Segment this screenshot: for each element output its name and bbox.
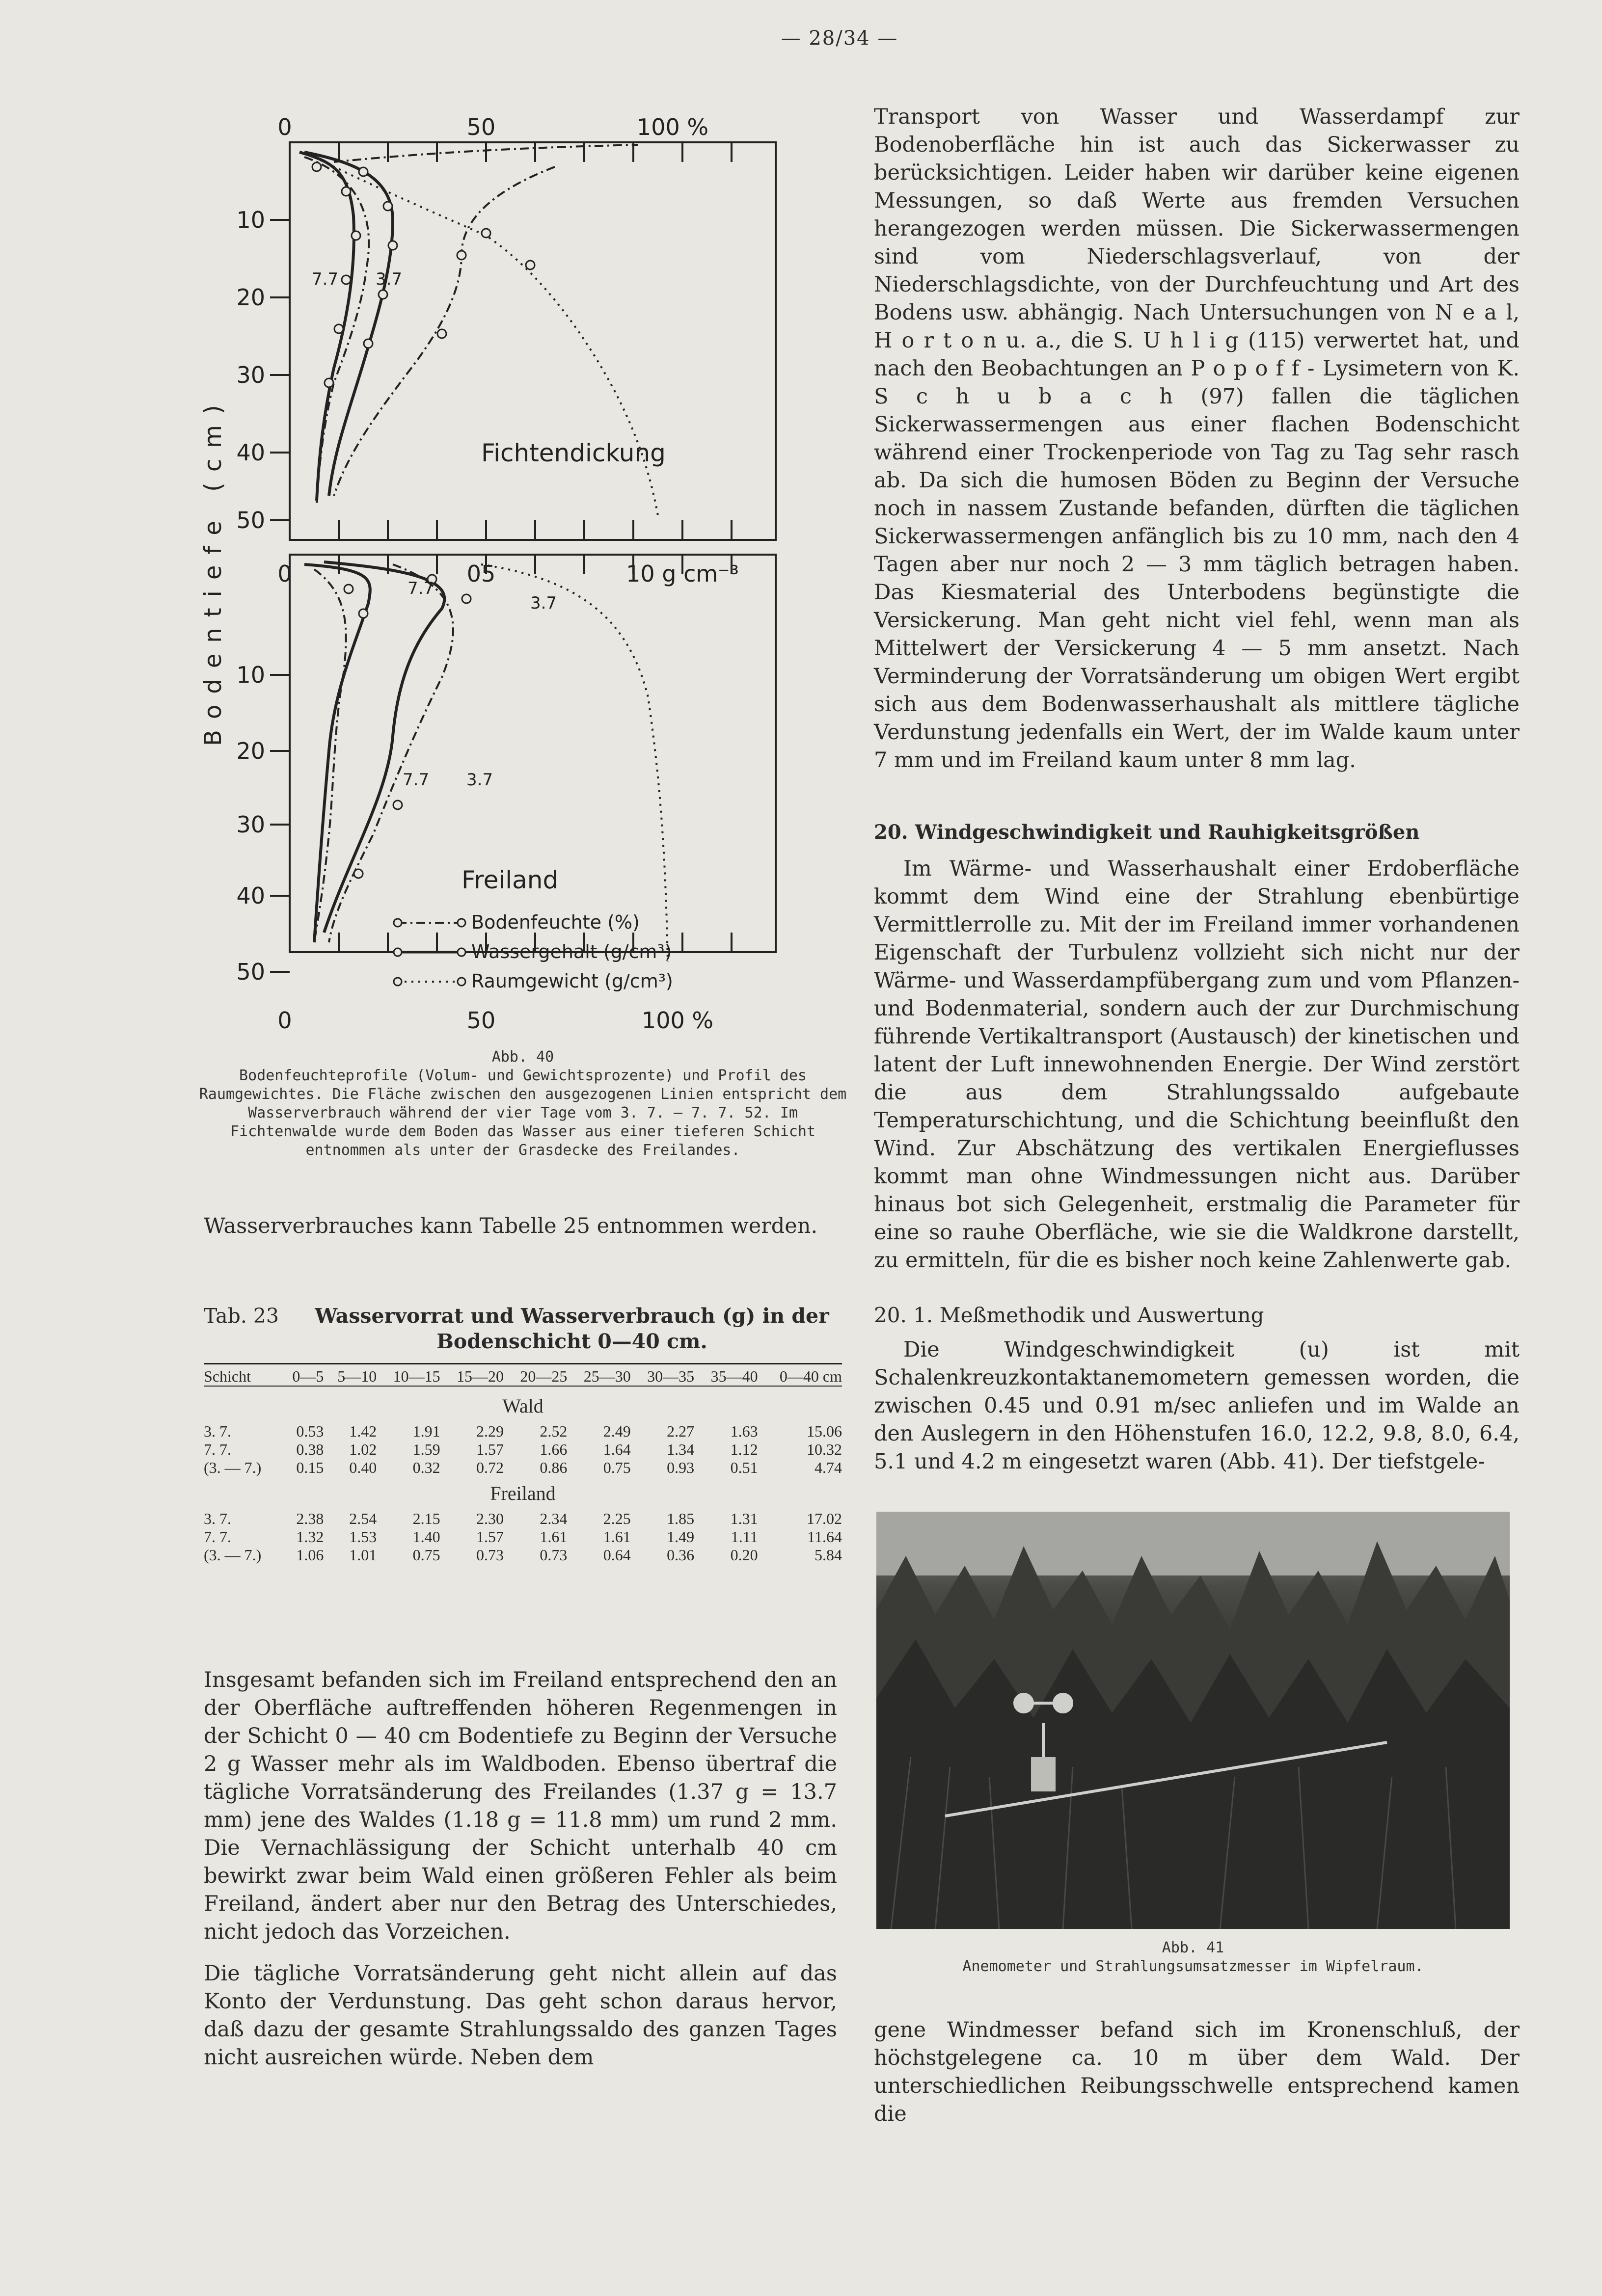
table-23-heading (204, 1303, 842, 1354)
cell: 0.53 (296, 1422, 324, 1440)
lower-label-3-7b: 3.7 (466, 770, 493, 790)
cell: 7. 7. (204, 1528, 231, 1546)
cell: 15.06 (807, 1422, 842, 1440)
cell: 2.52 (540, 1422, 568, 1440)
upper-label-7-7: 7.7 (312, 269, 339, 289)
cell: 0.86 (540, 1459, 568, 1476)
col-header: Schicht (204, 1367, 251, 1385)
lower-label-3-7: 3.7 (530, 593, 557, 613)
col-header: 30—35 (647, 1367, 695, 1385)
figure-40-soil-moisture-profiles (187, 108, 844, 1041)
cell: 2.30 (476, 1510, 504, 1527)
cell: 0.36 (667, 1546, 695, 1564)
table-23-grid (204, 1367, 842, 1564)
table-23-label: Tab. 23 (204, 1304, 279, 1328)
cell: 0.72 (476, 1459, 504, 1476)
page-number: — 28/34 — (781, 27, 898, 50)
cell: 2.54 (349, 1510, 377, 1527)
cell: 2.29 (476, 1422, 504, 1440)
lower-label-7-7: 7.7 (407, 579, 434, 598)
cell: 2.49 (603, 1422, 631, 1440)
table-23-header-row (204, 1367, 842, 1386)
col-header: 25—30 (583, 1367, 631, 1385)
cell: 3. 7. (204, 1510, 231, 1527)
legend-moisture: Bodenfeuchte (%) (471, 911, 640, 933)
upper-label-3-7: 3.7 (376, 269, 403, 289)
upper-depth-20: 20 (236, 284, 265, 311)
cell: 1.42 (349, 1422, 377, 1440)
upper-panel-title: Fichtendickung (481, 439, 666, 467)
cell: 2.25 (603, 1510, 631, 1527)
cell: 2.15 (412, 1510, 440, 1527)
cell: 1.85 (667, 1510, 695, 1527)
table-row (204, 1510, 842, 1528)
cell: 1.61 (540, 1528, 568, 1546)
section-heading: 20. Windgeschwindigkeit und Rauhigkeitsgrößen (874, 821, 1420, 844)
figure-40-caption-title: Abb. 40 (491, 1048, 554, 1066)
cell: 0.75 (603, 1459, 631, 1476)
figure-40-caption (196, 1048, 849, 1160)
cell: 1.57 (476, 1528, 504, 1546)
cell: 1.02 (349, 1441, 377, 1458)
upper-water-content-7-7 (299, 152, 354, 501)
top-axis-tick-50: 50 (466, 114, 496, 140)
left-column-upper (204, 1212, 837, 1240)
subsection-heading: 20. 1. Meßmethodik und Auswertung (874, 1303, 1264, 1327)
right-para-1: Transport von Wasser und Wasserdampf zur Bodenoberfläche hin ist auch das Sickerwasser zu berücksichtigen. Leider haben wir darüber keine eigenen Messungen, so daß Werte aus fremden Versuchen herangezogen werden müssen. Die Sickerwassermengen sind vom Niederschlagsverlauf, von der Niederschlagsdichte, von der Durchfeuchtung und Art des Bodens usw. abhängig. Nach Untersuchungen von N e a l, H o r t o n u. a., die S. U h l i g (115) verwertet hat, und nach den Beobachtungen an P o p o f f - Lysimetern von K. S c h u b a c h (97) fallen die täglichen Sickerwassermengen aus einer flachen Bodenschicht während einer Trockenperiode von Tag zu Tag sehr rasch ab. Da sich die humosen Böden zu Beginn der Versuche noch in nassem Zustande befanden, dürften die täglichen Sickerwassermengen anfänglich bis zu 10 mm, nach den 4 Tagen aber nur noch 2 — 3 mm täglich betragen haben. Das Kiesmaterial des Unterbodens begünstigte die Versickerung. Man geht nicht viel fehl, wenn man als Mittelwert der Versickerung 4 — 5 mm ansetzt. Nach Verminderung der Vorratsänderung um obigen Wert ergibt sich aus dem Bodenwasserhaushalt als mittlere tägliche Verdunstung jedenfalls ein Wert, der im Walde kaum unter 7 mm und im Freiland kaum unter 8 mm lag. (874, 105, 1520, 773)
cell: 0.64 (603, 1546, 631, 1564)
cell: 0.73 (540, 1546, 568, 1564)
cell: 2.34 (540, 1510, 568, 1527)
left-para-1: Wasserverbrauches kann Tabelle 25 entnommen werden. (204, 1214, 818, 1238)
figure-41-photo (876, 1512, 1510, 1929)
legend (394, 911, 673, 992)
right-column-bottom (874, 2016, 1520, 2128)
cell: 1.32 (296, 1528, 324, 1546)
right-para-3: Die Windgeschwindigkeit (u) ist mit Schalenkreuzkontaktanemometern gemessen worden, die zwischen 0.45 und 0.91 m/sec anliefen und im Walde an den Auslegern in den Höhenstufen 16.0, 12.2, 9.8, 8.0, 6.4, 5.1 und 4.2 m eingesetzt waren (Abb. 41). Der tiefstgele- (874, 1337, 1520, 1474)
cell: 7. 7. (204, 1441, 231, 1458)
figure-41-caption-title: Abb. 41 (1162, 1939, 1224, 1956)
right-para-4: gene Windmesser befand sich im Kronenschluß, der höchstgelegene ca. 10 m über dem Wald. Der unterschiedlichen Reibungsschwelle entsprechend kamen die (874, 2018, 1520, 2126)
cell: (3. — 7.) (204, 1459, 262, 1476)
right-column-mid (874, 855, 1520, 1275)
lower-panel-title: Freiland (462, 866, 559, 894)
cell: 1.63 (730, 1422, 758, 1440)
table-23 (204, 1303, 842, 1564)
upper-depth-30: 30 (236, 362, 265, 388)
cell: 1.12 (730, 1441, 758, 1458)
cell: 0.51 (730, 1459, 758, 1476)
lower-depth-10: 10 (236, 662, 265, 688)
lower-depth-20: 20 (236, 738, 265, 764)
col-header: 35—40 (710, 1367, 758, 1385)
cell: 11.64 (807, 1528, 842, 1546)
left-para-2: Insgesamt befanden sich im Freiland entsprechend den an der Oberfläche auftreffenden höheren Regenmengen in der Schicht 0 — 40 cm Bodentiefe zu Beginn der Versuche 2 g Wasser mehr als im Waldboden. Ebenso übertraf die tägliche Vorratsänderung des Freilandes (1.37 g = 13.7 mm) jene des Waldes (1.18 g = 11.8 mm) um rund 2 mm. Die Vernachlässigung der Schicht unterhalb 40 cm bewirkt zwar beim Wald einen größeren Fehler als beim Freiland, ändert aber nur den Betrag des Unterschiedes, nicht jedoch das Vorzeichen. (204, 1668, 837, 1944)
upper-water-content-3-7 (304, 152, 393, 496)
upper-panel-frame (290, 142, 776, 540)
cell: 5.84 (815, 1546, 842, 1564)
cell: 0.75 (412, 1546, 440, 1564)
y-axis-label: Bodentiefe (cm) (199, 394, 227, 746)
cell: 1.34 (667, 1441, 695, 1458)
legend-water-content: Wassergehalt (g/cm³) (471, 941, 672, 962)
table-row (204, 1422, 842, 1441)
right-para-2: Im Wärme- und Wasserhaushalt einer Erdoberfläche kommt dem Wind eine der Strahlung ebenbürtige Vermittlerrolle zu. Mit der im Freiland immer vorhandenen Eigenschaft der Turbulenz vollzieht sich nicht nur der Wärme- und Wasserdampfübergang zum und vom Pflanzen- und Bodenmaterial, sondern auch der zur Durchmischung führende Vertikaltransport (Austausch) der kinetischen und latent der Luft innewohnenden Energie. Der Wind zerstört die aus dem Strahlungssaldo aufgebaute Temperaturschichtung, und die Schichtung beeinflußt den Wind. Zur Abschätzung des vertikalen Energieflusses kommt man ohne Windmessungen nicht aus. Darüber hinaus bot sich Gelegenheit, erstmalig die Parameter für eine so rauhe Oberfläche, wie sie die Waldkrone darstellt, zu ermitteln, für die es bisher noch keine Zahlenwerte gab. (874, 856, 1520, 1273)
cell: 1.91 (412, 1422, 440, 1440)
top-axis-tick-100: 100 % (636, 114, 709, 140)
top-axis-tick-0: 0 (277, 114, 292, 140)
mid-axis-tick-10: 10 g cm⁻³ (626, 561, 739, 587)
cell: 1.64 (603, 1441, 631, 1458)
col-header: 10—15 (393, 1367, 440, 1385)
group-freiland: Freiland (490, 1482, 556, 1504)
col-header: 15—20 (457, 1367, 504, 1385)
lower-depth-40: 40 (236, 882, 265, 909)
cell: 0.20 (730, 1546, 758, 1564)
mid-axis-tick-0: 0 (277, 561, 292, 587)
lower-bulk-density (481, 564, 668, 962)
upper-depth-40: 40 (236, 439, 265, 466)
cell: 4.74 (815, 1459, 842, 1476)
upper-depth-50: 50 (236, 507, 265, 534)
cell: 2.38 (296, 1510, 324, 1527)
table-row (204, 1459, 842, 1477)
table-23-title: Wasservorrat und Wasserverbrauch (g) in der Bodenschicht 0—40 cm. (315, 1304, 829, 1353)
cell: 17.02 (807, 1510, 842, 1527)
cell: 1.61 (603, 1528, 631, 1546)
cell: 1.31 (730, 1510, 758, 1527)
cell: 1.01 (349, 1546, 377, 1564)
figure-41-caption (876, 1939, 1510, 1976)
group-wald: Wald (502, 1395, 543, 1417)
cell: 2.27 (667, 1422, 695, 1440)
bottom-axis-tick-100: 100 % (641, 1007, 714, 1034)
cell: 0.93 (667, 1459, 695, 1476)
table-row (204, 1528, 842, 1546)
cell: 3. 7. (204, 1422, 231, 1440)
figure-40-caption-text: Bodenfeuchteprofile (Volum- und Gewichtsprozente) und Profil des Raumgewichtes. Die Fläche zwischen den ausgezogenen Linien entspricht dem Wasserverbrauch während der vier Tage vom 3. 7. — 7. 7. 52. Im Fichtenwalde wurde dem Boden das Wasser aus einer tieferen Schicht entnommen als unter der Grasdecke des Freilandes. (199, 1067, 847, 1159)
cell: 1.53 (349, 1528, 377, 1546)
lower-depth-30: 30 (236, 811, 265, 838)
cell: 1.11 (731, 1528, 758, 1546)
lower-depth-50: 50 (236, 959, 265, 985)
cell: 1.59 (412, 1441, 440, 1458)
cell: 1.57 (476, 1441, 504, 1458)
col-header: 0—40 cm (779, 1367, 842, 1385)
cell: (3. — 7.) (204, 1546, 262, 1564)
cell: 1.49 (667, 1528, 695, 1546)
cell: 1.40 (412, 1528, 440, 1546)
right-column-lower (874, 1336, 1520, 1476)
photo-illustration (876, 1512, 1510, 1929)
figure-41-caption-text: Anemometer und Strahlungsumsatzmesser im Wipfelraum. (962, 1958, 1424, 1975)
cell: 0.38 (296, 1441, 324, 1458)
left-column-lower (204, 1666, 837, 2072)
col-header: 5—10 (337, 1367, 377, 1385)
table-row (204, 1546, 842, 1564)
left-para-3: Die tägliche Vorratsänderung geht nicht allein auf das Konto der Verdunstung. Das geht schon daraus hervor, daß dazu der gesamte Strahlungssaldo des ganzen Tages nicht ausreichen würde. Neben dem (204, 1961, 837, 2070)
cell: 0.32 (412, 1459, 440, 1476)
legend-bulk-density: Raumgewicht (g/cm³) (471, 970, 673, 992)
col-header: 0—5 (292, 1367, 324, 1385)
col-header: 20—25 (520, 1367, 568, 1385)
lower-water-content-3-7 (324, 562, 444, 933)
cell: 1.06 (296, 1546, 324, 1564)
upper-depth-10: 10 (236, 207, 265, 233)
cell: 0.15 (296, 1459, 324, 1476)
bottom-axis-tick-50: 50 (466, 1007, 496, 1034)
cell: 0.73 (476, 1546, 504, 1564)
lower-water-content-7-7 (304, 564, 370, 942)
cell: 10.32 (807, 1441, 842, 1458)
cell: 1.66 (540, 1441, 568, 1458)
mid-axis-tick-05: 05 (466, 561, 496, 587)
cell: 0.40 (349, 1459, 377, 1476)
lower-label-7-7b: 7.7 (403, 770, 430, 790)
table-row (204, 1441, 842, 1459)
right-column-upper (874, 103, 1520, 774)
bottom-axis-tick-0: 0 (277, 1007, 292, 1034)
